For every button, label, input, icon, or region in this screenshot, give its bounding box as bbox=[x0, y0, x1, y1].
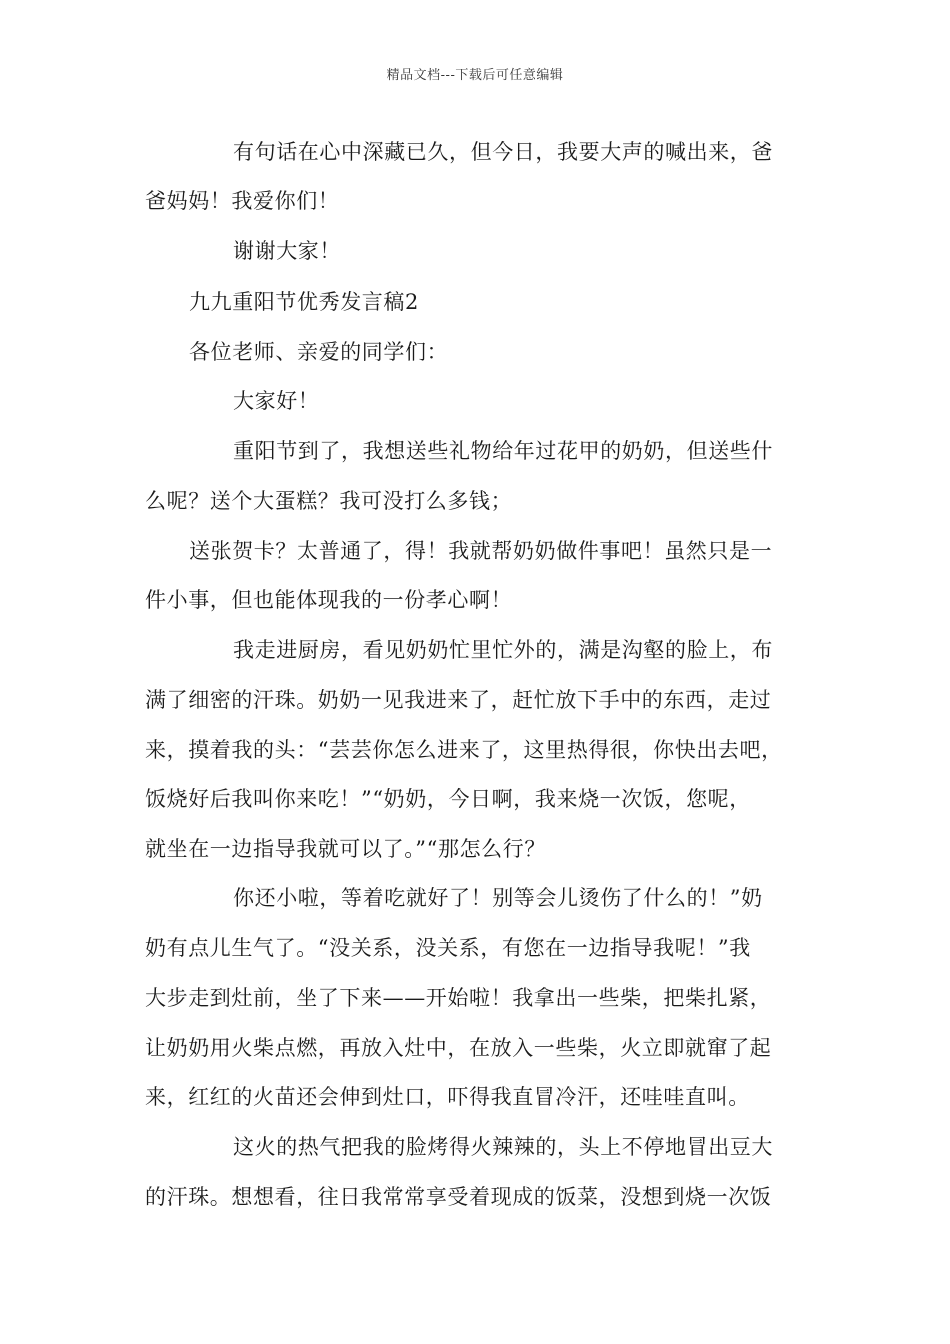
section-title: 九九重阳节优秀发言稿2 bbox=[189, 290, 419, 314]
text-line: 的汗珠。想想看，往日我常常享受着现成的饭菜，没想到烧一次饭 bbox=[145, 1185, 772, 1209]
text-line: 么呢？送个大蛋糕？我可没打么多钱； bbox=[145, 489, 513, 513]
text-line: 你还小啦，等着吃就好了！别等会儿烫伤了什么的！”奶 bbox=[233, 886, 763, 910]
text-line: 大家好！ bbox=[233, 389, 320, 413]
text-line: 送张贺卡？太普通了，得！我就帮奶奶做件事吧！虽然只是一 bbox=[189, 539, 773, 563]
text-line: 重阳节到了，我想送些礼物给年过花甲的奶奶，但送些什 bbox=[233, 439, 773, 463]
page-header: 精品文档---下载后可任意编辑 bbox=[386, 68, 564, 83]
text-line: 让奶奶用火柴点燃，再放入灶中，在放入一些柴，火立即就窜了起 bbox=[145, 1036, 772, 1060]
text-line: 爸妈妈！我爱你们！ bbox=[145, 189, 340, 213]
text-line: 奶有点儿生气了。“没关系，没关系，有您在一边指导我呢！”我 bbox=[145, 936, 751, 960]
text-line: 大步走到灶前，坐了下来——开始啦！我拿出一些柴，把柴扎紧， bbox=[145, 986, 772, 1010]
text-line: 这火的热气把我的脸烤得火辣辣的，头上不停地冒出豆大 bbox=[233, 1135, 773, 1159]
salutation: 各位老师、亲爱的同学们： bbox=[189, 340, 449, 364]
text-line: 满了细密的汗珠。奶奶一见我进来了，赶忙放下手中的东西，走过 bbox=[145, 688, 772, 712]
text-line: 就坐在一边指导我就可以了。”“那怎么行？ bbox=[145, 837, 546, 861]
text-line: 来，摸着我的头：“芸芸你怎么进来了，这里热得很，你快出去吧， bbox=[145, 738, 783, 762]
text-line: 有句话在心中深藏已久，但今日，我要大声的喊出来，爸 bbox=[233, 140, 773, 164]
text-line: 我走进厨房，看见奶奶忙里忙外的，满是沟壑的脸上，布 bbox=[233, 638, 773, 662]
text-line: 件小事，但也能体现我的一份孝心啊！ bbox=[145, 588, 513, 612]
text-line: 谢谢大家！ bbox=[233, 239, 341, 263]
text-line: 来，红红的火苗还会伸到灶口，吓得我直冒冷汗，还哇哇直叫。 bbox=[145, 1085, 750, 1109]
text-line: 饭烧好后我叫你来吃！”“奶奶，今日啊，我来烧一次饭，您呢， bbox=[145, 787, 751, 811]
